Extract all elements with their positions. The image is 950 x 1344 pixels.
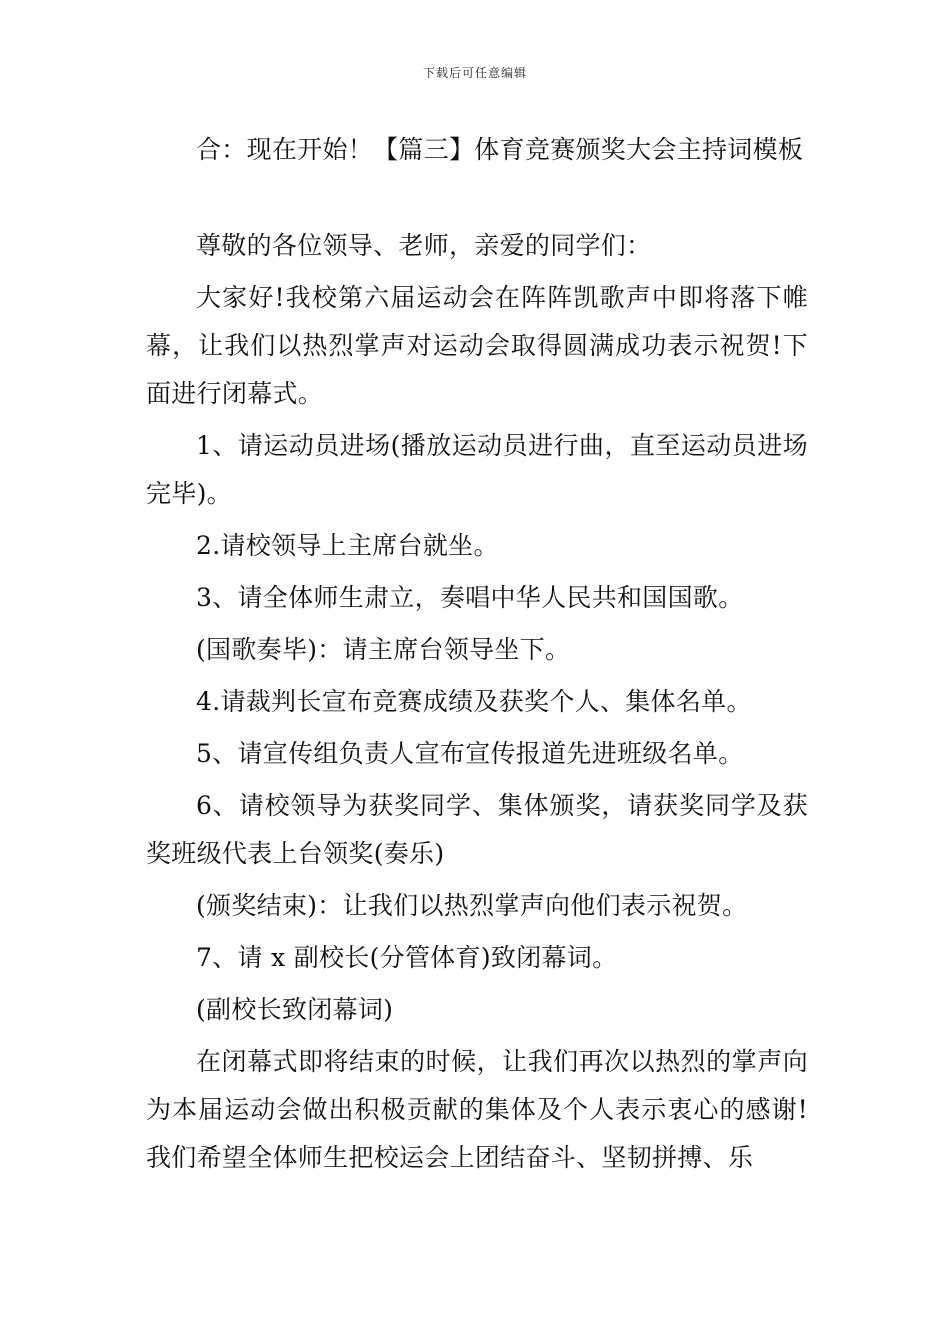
paragraph-item-4: 4.请裁判长宣布竞赛成绩及获奖个人、集体名单。 — [196, 687, 752, 716]
document-body — [146, 126, 808, 1182]
paragraph-title-line: 合：现在开始！【篇三】体育竞赛颁奖大会主持词模板 — [196, 135, 804, 164]
paragraph-award-done: (颁奖结束)：让我们以热烈掌声向他们表示祝贺。 — [196, 891, 748, 920]
paragraph-opening: 大家好!我校第六届运动会在阵阵凯歌声中即将落下帷幕，让我们以热烈掌声对运动会取得圆满成功表示祝贺!下面进行闭幕式。 — [146, 283, 808, 408]
paragraph-salutation: 尊敬的各位领导、老师，亲爱的同学们： — [196, 231, 652, 260]
paragraph-item-3: 3、请全体师生肃立，奏唱中华人民共和国国歌。 — [196, 583, 744, 612]
paragraph-closing-speech: (副校长致闭幕词) — [196, 995, 394, 1024]
paragraph-anthem-done: (国歌奏毕)：请主席台领导坐下。 — [196, 635, 571, 664]
paragraph-item-1: 1、请运动员进场(播放运动员进行曲，直至运动员进场完毕)。 — [146, 431, 808, 508]
paragraph-item-7: 7、请 x 副校长(分管体育)致闭幕词。 — [196, 943, 618, 972]
paragraph-item-6: 6、请校领导为获奖同学、集体颁奖，请获奖同学及获奖班级代表上台领奖(奏乐) — [146, 791, 808, 868]
header-note: 下载后可任意编辑 — [422, 66, 527, 80]
paragraph-item-5: 5、请宣传组负责人宣布宣传报道先进班级名单。 — [196, 739, 744, 768]
paragraph-thanks: 在闭幕式即将结束的时候，让我们再次以热烈的掌声向为本届运动会做出积极贡献的集体及个人表示衷心的感谢!我们希望全体师生把校运会上团结奋斗、坚韧拼搏、乐 — [146, 1047, 808, 1172]
paragraph-item-2: 2.请校领导上主席台就坐。 — [196, 531, 499, 560]
